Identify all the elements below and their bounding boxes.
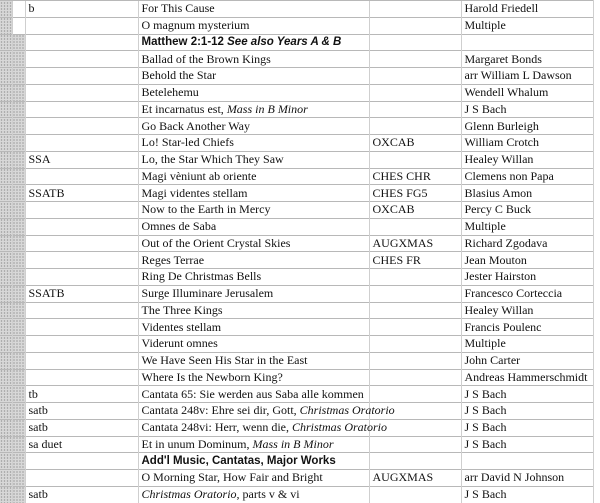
row-marker (12, 285, 25, 302)
source-cell: AUGXMAS (369, 470, 461, 487)
source-cell (369, 1, 461, 18)
title-cell (138, 436, 369, 453)
voicing-cell (25, 235, 138, 252)
voicing-cell: satb (25, 419, 138, 436)
title-cell (138, 319, 369, 336)
title-cell (138, 101, 369, 118)
voicing-cell (25, 51, 138, 68)
voicing-cell (25, 118, 138, 135)
table-row (0, 403, 593, 420)
table-row (0, 135, 593, 152)
source-cell (369, 319, 461, 336)
voicing-cell (25, 135, 138, 152)
title-text: We Have Seen His Star in the East (141, 353, 308, 368)
title-cell (138, 252, 369, 269)
source-cell (369, 84, 461, 101)
composer-cell: J S Bach (461, 436, 593, 453)
title-cell (138, 84, 369, 101)
composer-cell: J S Bach (461, 486, 593, 502)
title-cell (138, 470, 369, 487)
title-text: Cantata 248vi: Herr, wenn die, (141, 420, 289, 435)
title-cell (138, 135, 369, 152)
table-row (0, 218, 593, 235)
composer-cell: Healey Willan (461, 302, 593, 319)
title-cell (138, 34, 369, 51)
title-cell (138, 269, 369, 286)
title-italic: Christmas Oratorio, (141, 487, 240, 502)
source-cell (369, 486, 461, 502)
table-row (0, 202, 593, 219)
title-text: Cantata 248v: Ehre sei dir, Gott, (141, 403, 297, 418)
composer-cell: J S Bach (461, 403, 593, 420)
row-shade (0, 68, 12, 85)
row-shade (0, 352, 12, 369)
source-cell (369, 68, 461, 85)
title-text: Matthew 2:1-12 (141, 35, 224, 48)
row-shade (0, 202, 12, 219)
row-marker (12, 185, 25, 202)
row-shade (0, 101, 12, 118)
row-shade (0, 118, 12, 135)
row-marker (12, 235, 25, 252)
source-cell (369, 34, 461, 51)
table-row (0, 101, 593, 118)
table-row (0, 84, 593, 101)
voicing-cell (25, 168, 138, 185)
table-row (0, 17, 593, 34)
title-cell (138, 68, 369, 85)
title-text: For This Cause (141, 1, 215, 16)
table-row (0, 302, 593, 319)
composer-cell: Healey Willan (461, 151, 593, 168)
table-row (0, 285, 593, 302)
row-shade (0, 218, 12, 235)
source-cell (369, 218, 461, 235)
voicing-cell: SSATB (25, 285, 138, 302)
source-cell (369, 352, 461, 369)
composer-cell: Wendell Whalum (461, 84, 593, 101)
voicing-cell (25, 17, 138, 34)
source-cell (369, 453, 461, 470)
source-cell: CHES FG5 (369, 185, 461, 202)
title-cell (138, 285, 369, 302)
title-text: Betelehemu (141, 85, 199, 100)
music-table-body (0, 1, 593, 503)
composer-cell: Multiple (461, 336, 593, 353)
voicing-cell (25, 336, 138, 353)
voicing-cell (25, 319, 138, 336)
title-cell (138, 17, 369, 34)
row-shade (0, 470, 12, 487)
source-cell: AUGXMAS (369, 235, 461, 252)
row-shade (0, 419, 12, 436)
title-text: Add'l Music, Cantatas, Major Works (141, 454, 336, 467)
title-text: Surge Illuminare Jerusalem (141, 286, 274, 301)
title-cell (138, 151, 369, 168)
table-row (0, 235, 593, 252)
table-row (0, 319, 593, 336)
row-marker (12, 386, 25, 403)
table-row (0, 269, 593, 286)
row-marker (12, 218, 25, 235)
voicing-cell: tb (25, 386, 138, 403)
row-marker (12, 151, 25, 168)
title-cell (138, 386, 369, 403)
composer-cell: William Crotch (461, 135, 593, 152)
title-cell (138, 302, 369, 319)
table-row (0, 51, 593, 68)
title-cell (138, 453, 369, 470)
voicing-cell (25, 101, 138, 118)
row-marker (12, 1, 25, 18)
composer-cell: Francis Poulenc (461, 319, 593, 336)
composer-cell: John Carter (461, 352, 593, 369)
composer-cell: Harold Friedell (461, 1, 593, 18)
row-shade (0, 285, 12, 302)
row-shade (0, 336, 12, 353)
row-shade (0, 185, 12, 202)
title-cell (138, 486, 369, 502)
title-text: Et incarnatus est, (141, 101, 224, 116)
voicing-cell (25, 218, 138, 235)
row-shade (0, 84, 12, 101)
row-marker (12, 302, 25, 319)
voicing-cell (25, 202, 138, 219)
title-cell (138, 403, 395, 420)
table-row (0, 118, 593, 135)
title-text: The Three Kings (141, 302, 223, 317)
title-text: Where Is the Newborn King? (141, 369, 283, 384)
voicing-cell (25, 84, 138, 101)
table-row (0, 168, 593, 185)
title-note: See also Years A & B (227, 35, 342, 48)
section-heading-row (0, 453, 593, 470)
composer-cell (461, 34, 593, 51)
title-cell (138, 218, 369, 235)
source-cell (369, 269, 461, 286)
voicing-cell (25, 352, 138, 369)
title-text: Ballad of the Brown Kings (141, 51, 271, 66)
title-text: Behold the Star (141, 68, 217, 83)
row-shade (0, 369, 12, 386)
source-cell: OXCAB (369, 202, 461, 219)
title-cell (138, 336, 369, 353)
table-row (0, 68, 593, 85)
voicing-cell (25, 269, 138, 286)
row-shade (0, 151, 12, 168)
voicing-cell: SSATB (25, 185, 138, 202)
table-row (0, 151, 593, 168)
composer-cell: J S Bach (461, 101, 593, 118)
row-shade (0, 51, 12, 68)
table-row (0, 185, 593, 202)
voicing-cell: b (25, 1, 138, 18)
composer-cell: Percy C Buck (461, 202, 593, 219)
title-note: Christmas Oratorio (291, 420, 388, 435)
title-text: Omnes de Saba (141, 219, 217, 234)
title-text: Videntes stellam (141, 319, 222, 334)
title-cell (138, 168, 369, 185)
title-note: Christmas Oratorio (299, 403, 395, 418)
row-shade (0, 453, 12, 470)
composer-cell (461, 453, 593, 470)
table-row (0, 336, 593, 353)
title-text: Magi vèniunt ab oriente (141, 168, 257, 183)
table-row (0, 470, 593, 487)
section-heading-row (0, 34, 593, 51)
title-text: O magnum mysterium (141, 18, 250, 33)
row-marker (12, 453, 25, 470)
composer-cell: Blasius Amon (461, 185, 593, 202)
source-cell (369, 386, 461, 403)
title-text: Out of the Orient Crystal Skies (141, 235, 291, 250)
row-marker (12, 470, 25, 487)
source-cell (369, 17, 461, 34)
title-text: Et in unum Dominum, (141, 436, 250, 451)
title-cell (138, 118, 369, 135)
row-shade (0, 235, 12, 252)
composer-cell: Multiple (461, 218, 593, 235)
composer-cell: Glenn Burleigh (461, 118, 593, 135)
composer-cell: Francesco Corteccia (461, 285, 593, 302)
title-cell (138, 235, 369, 252)
table-row (0, 419, 593, 436)
title-cell (138, 202, 369, 219)
title-text: Ring De Christmas Bells (141, 269, 262, 284)
row-shade (0, 34, 12, 51)
row-marker (12, 336, 25, 353)
voicing-cell (25, 470, 138, 487)
row-marker (12, 252, 25, 269)
row-marker (12, 118, 25, 135)
row-marker (12, 51, 25, 68)
source-cell (369, 436, 461, 453)
row-marker (12, 436, 25, 453)
composer-cell: Jean Mouton (461, 252, 593, 269)
composer-cell: Richard Zgodava (461, 235, 593, 252)
row-shade (0, 436, 12, 453)
source-cell (369, 302, 461, 319)
row-shade (0, 252, 12, 269)
title-cell (138, 352, 369, 369)
composer-cell: Jester Hairston (461, 269, 593, 286)
title-note: parts v & vi (242, 487, 300, 502)
row-marker (12, 34, 25, 51)
voicing-cell (25, 34, 138, 51)
composer-cell: Andreas Hammerschmidt (461, 369, 593, 386)
composer-cell: Margaret Bonds (461, 51, 593, 68)
title-text: Magi videntes stellam (141, 185, 248, 200)
voicing-cell (25, 453, 138, 470)
table-row (0, 1, 593, 18)
title-text: Lo, the Star Which They Saw (141, 152, 284, 167)
source-cell: OXCAB (369, 135, 461, 152)
row-shade (0, 1, 12, 18)
row-marker (12, 202, 25, 219)
source-cell (369, 336, 461, 353)
title-cell (138, 185, 369, 202)
composer-cell: J S Bach (461, 419, 593, 436)
title-text: Viderunt omnes (141, 336, 218, 351)
row-marker (12, 419, 25, 436)
source-cell (369, 118, 461, 135)
table-row (0, 386, 593, 403)
row-shade (0, 302, 12, 319)
row-marker (12, 403, 25, 420)
title-note: Mass in B Minor (252, 436, 334, 451)
composer-cell: Multiple (461, 17, 593, 34)
source-cell: CHES FR (369, 252, 461, 269)
source-cell (369, 101, 461, 118)
title-cell (138, 419, 388, 436)
row-marker (12, 269, 25, 286)
title-text: Cantata 65: Sie werden aus Saba alle kommen (141, 386, 364, 401)
table-row (0, 436, 593, 453)
voicing-cell (25, 369, 138, 386)
title-text: O Morning Star, How Fair and Bright (141, 470, 323, 485)
source-cell (369, 369, 461, 386)
voicing-cell (25, 302, 138, 319)
row-shade (0, 17, 12, 34)
title-note: Mass in B Minor (226, 101, 308, 116)
voicing-cell: SSA (25, 151, 138, 168)
table-row (0, 486, 593, 502)
voicing-cell: sa duet (25, 436, 138, 453)
row-marker (12, 319, 25, 336)
composer-cell: Clemens non Papa (461, 168, 593, 185)
voicing-cell: satb (25, 486, 138, 502)
row-marker (12, 68, 25, 85)
source-cell (369, 151, 461, 168)
table-row (0, 252, 593, 269)
voicing-cell (25, 68, 138, 85)
row-marker (12, 84, 25, 101)
row-marker (12, 352, 25, 369)
title-text: Reges Terrae (141, 252, 205, 267)
row-marker (12, 369, 25, 386)
voicing-cell (25, 252, 138, 269)
row-marker (12, 17, 25, 34)
row-shade (0, 168, 12, 185)
row-marker (12, 101, 25, 118)
row-shade (0, 135, 12, 152)
title-text: Now to the Earth in Mercy (141, 202, 271, 217)
row-shade (0, 386, 12, 403)
source-cell (369, 51, 461, 68)
title-text: Lo! Star-led Chiefs (141, 135, 234, 150)
title-cell (138, 1, 369, 18)
row-marker (12, 168, 25, 185)
row-shade (0, 486, 12, 502)
table-row (0, 369, 593, 386)
title-cell (138, 369, 369, 386)
row-shade (0, 403, 12, 420)
source-cell (369, 285, 461, 302)
table-row (0, 352, 593, 369)
composer-cell: arr William L Dawson (461, 68, 593, 85)
composer-cell: J S Bach (461, 386, 593, 403)
row-marker (12, 135, 25, 152)
composer-cell: arr David N Johnson (461, 470, 593, 487)
row-shade (0, 269, 12, 286)
title-text: Go Back Another Way (141, 118, 250, 133)
title-cell (138, 51, 369, 68)
source-cell: CHES CHR (369, 168, 461, 185)
row-shade (0, 319, 12, 336)
row-marker (12, 486, 25, 502)
voicing-cell: satb (25, 403, 138, 420)
